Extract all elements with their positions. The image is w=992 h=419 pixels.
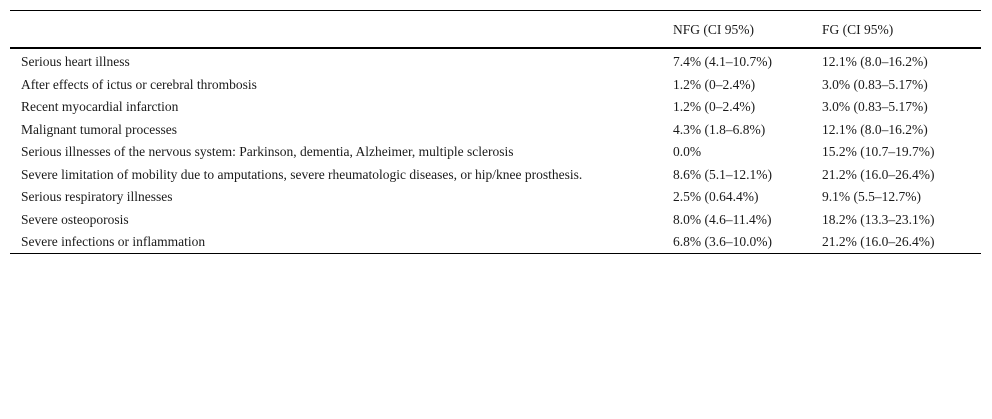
table-row bbox=[10, 95, 981, 118]
fg-cell: 3.0% (0.83–5.17%) bbox=[822, 99, 928, 114]
condition-cell: Severe infections or inflammation bbox=[21, 234, 206, 249]
fg-cell: 21.2% (16.0–26.4%) bbox=[822, 234, 935, 249]
nfg-cell: 0.0% bbox=[673, 144, 702, 159]
header-condition bbox=[10, 11, 662, 49]
condition-cell: Recent myocardial infarction bbox=[21, 99, 179, 114]
table-row bbox=[10, 230, 981, 253]
table-row bbox=[10, 163, 981, 186]
condition-cell: Serious heart illness bbox=[21, 54, 130, 69]
header-fg: FG (CI 95%) bbox=[822, 22, 894, 37]
table-row bbox=[10, 48, 981, 73]
table-row bbox=[10, 140, 981, 163]
header-nfg: NFG (CI 95%) bbox=[673, 22, 754, 37]
table-body bbox=[10, 48, 981, 253]
condition-cell: After effects of ictus or cerebral thrombosis bbox=[21, 76, 257, 92]
table-row bbox=[10, 208, 981, 231]
fg-cell: 9.1% (5.5–12.7%) bbox=[822, 189, 921, 204]
nfg-cell: 6.8% (3.6–10.0%) bbox=[673, 234, 772, 249]
fg-cell: 3.0% (0.83–5.17%) bbox=[822, 76, 928, 92]
condition-cell: Serious respiratory illnesses bbox=[21, 189, 173, 204]
condition-cell: Malignant tumoral processes bbox=[21, 121, 177, 137]
nfg-cell: 8.6% (5.1–12.1%) bbox=[673, 166, 772, 182]
fg-cell: 12.1% (8.0–16.2%) bbox=[822, 121, 928, 137]
fg-cell: 18.2% (13.3–23.1%) bbox=[822, 211, 935, 227]
nfg-cell: 7.4% (4.1–10.7%) bbox=[673, 54, 772, 69]
nfg-cell: 1.2% (0–2.4%) bbox=[673, 76, 756, 92]
fg-cell: 15.2% (10.7–19.7%) bbox=[822, 144, 935, 159]
header-row bbox=[10, 11, 981, 49]
fg-cell: 21.2% (16.0–26.4%) bbox=[822, 166, 935, 182]
prevalence-table bbox=[10, 10, 981, 254]
table-header bbox=[10, 11, 981, 49]
condition-cell: Severe limitation of mobility due to amputations, severe rheumatologic diseases, or hip/knee prosthesis. bbox=[21, 166, 583, 182]
nfg-cell: 4.3% (1.8–6.8%) bbox=[673, 121, 766, 137]
nfg-cell: 2.5% (0.64.4%) bbox=[673, 189, 759, 204]
nfg-cell: 1.2% (0–2.4%) bbox=[673, 99, 756, 114]
table-row bbox=[10, 185, 981, 208]
prevalence-table-container bbox=[10, 10, 981, 254]
table-row bbox=[10, 73, 981, 96]
table-row bbox=[10, 118, 981, 141]
fg-cell: 12.1% (8.0–16.2%) bbox=[822, 54, 928, 69]
condition-cell: Serious illnesses of the nervous system: Parkinson, dementia, Alzheimer, multiple sclerosis bbox=[21, 144, 514, 159]
condition-cell: Severe osteoporosis bbox=[21, 211, 129, 227]
nfg-cell: 8.0% (4.6–11.4%) bbox=[673, 211, 772, 227]
